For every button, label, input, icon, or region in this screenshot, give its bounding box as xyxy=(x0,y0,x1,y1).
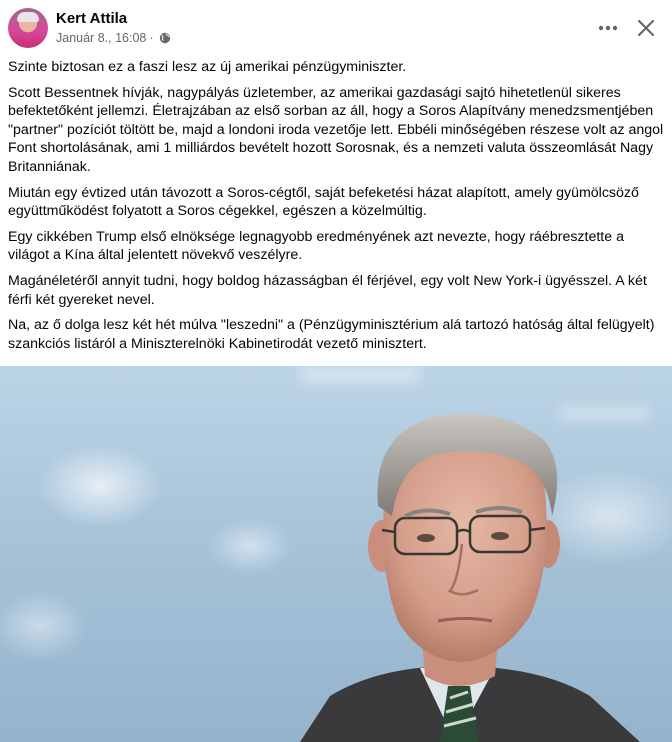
post-paragraph-4: Egy cikkében Trump első elnöksége legnagyobb eredményének azt nevezte, hogy ráébresztette a világot a Kína által jelentett növekvő veszélyre. xyxy=(8,228,624,264)
more-options-button[interactable] xyxy=(592,14,624,42)
post-paragraph-3: Miután egy évtized után távozott a Soros-cégtől, saját befeketési házat alapított, amely gyümölcsöző együttműködést folyatott a Soros cégekkel, egészen a közelmúltig. xyxy=(8,184,639,220)
post-paragraph-5: Magánéletéről annyit tudni, hogy boldog házasságban él férjével, egy volt New York-i ügyésszel. A két férfi két gyereket nevel. xyxy=(8,272,647,308)
close-button[interactable] xyxy=(630,14,662,42)
post-meta xyxy=(56,31,171,45)
post-paragraph-2: Scott Bessentnek hívják, nagypályás üzletember, az amerikai gazdasági sajtó hihetetlenül sikeres befektetőként jellemzi. Életrajzában az első sorban az áll, hogy a Soros Alapítvány menedzsmentjében "partner" pozíciót töltött be, majd a londoni iroda vezetője lett. Ebbéli minőségében részese volt az angol Font shortolásának, ami 1 milliárdos bevételt hozott Sorosnak, és a nemzeti valuta összeomlását Nagy Britanniának. xyxy=(8,84,664,175)
post-photo[interactable] xyxy=(0,366,672,742)
man-portrait xyxy=(0,366,672,742)
author-avatar[interactable] xyxy=(8,8,48,48)
globe-icon[interactable] xyxy=(159,32,171,44)
meta-separator: · xyxy=(149,31,154,45)
post-header xyxy=(0,0,672,56)
more-options-icon xyxy=(592,14,624,42)
post-body xyxy=(8,58,664,360)
post-paragraph-6: Na, az ő dolga lesz két hét múlva "leszedni" a (Pénzügyminisztérium alá tartozó hatóság által felügyelt) szankciós listáról a Miniszterelnöki Kabinetirodát vezető minisztert. xyxy=(8,317,655,352)
post-paragraph-1: Szinte biztosan ez a faszi lesz az új amerikai pénzügyminiszter. xyxy=(8,59,407,75)
avatar-cap xyxy=(17,12,39,22)
close-icon xyxy=(630,14,662,42)
author-name[interactable]: Kert Attila xyxy=(56,10,128,27)
post-timestamp[interactable]: Január 8., 16:08 xyxy=(56,31,147,45)
